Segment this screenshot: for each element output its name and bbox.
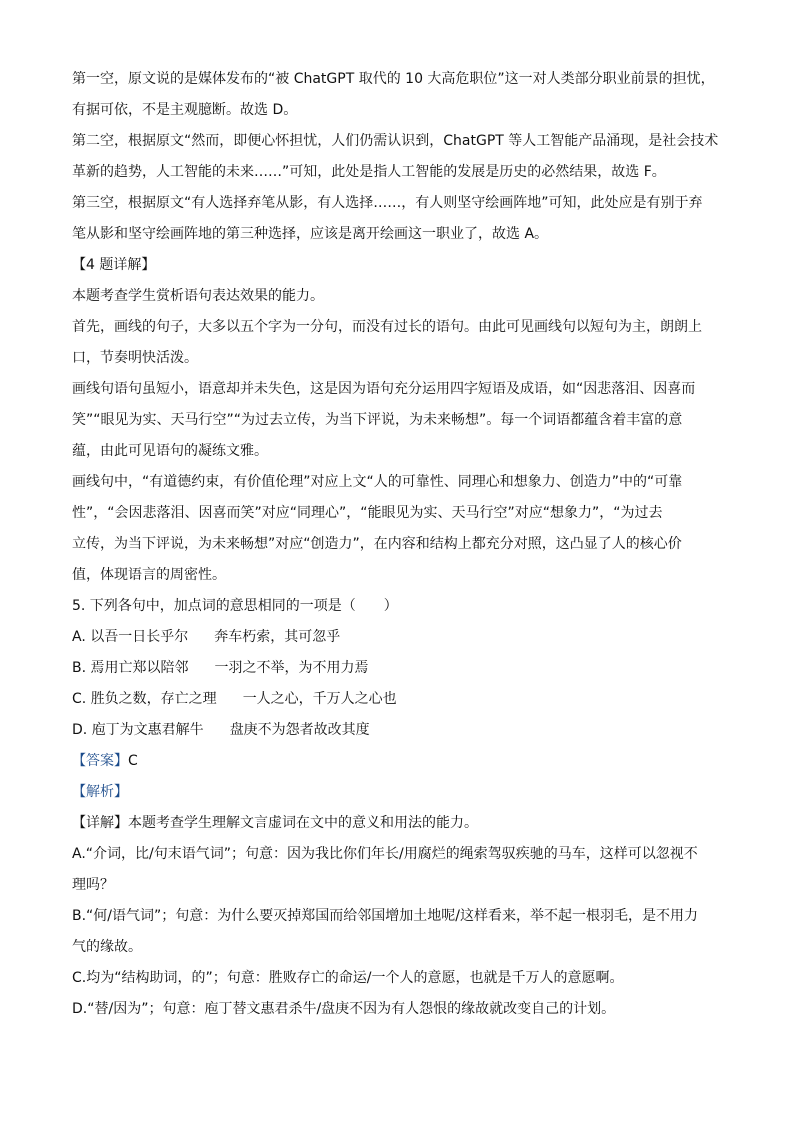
paragraph-line: 画线句语句虽短小，语意却并未失色，这是因为语句充分运用四字短语及成语，如“因悲落泪、因喜而 bbox=[72, 381, 696, 397]
paragraph-line: 第三空，根据原文“有人选择弃笔从影，有人选择……，有人则坚守绘画阵地”可知，此处应是有别于弃 bbox=[72, 195, 703, 211]
option-b bbox=[72, 653, 724, 684]
option-sentence-1: 焉用亡郑以陪邻 bbox=[90, 660, 189, 676]
paragraph-line: 口，节奏明快活泼。 bbox=[72, 350, 198, 366]
explain-line: 气的缘故。 bbox=[72, 939, 142, 955]
paragraph-line: 蕴，由此可见语句的凝练文雅。 bbox=[72, 443, 268, 459]
option-sentence-1: 以吾一日长乎尔 bbox=[90, 629, 189, 645]
paragraph-line: 第一空，原文说的是媒体发布的“被 ChatGPT 取代的 10 大高危职位”这一对人类部分职业前景的担忧， bbox=[72, 71, 715, 87]
option-letter: A. bbox=[72, 629, 86, 645]
paragraph-line: 性”，“会因悲落泪、因喜而笑”对应“同理心”，“能眼见为实、天马行空”对应“想象力”，“为过去 bbox=[72, 505, 663, 521]
option-letter: D. bbox=[72, 722, 88, 738]
document-page bbox=[72, 64, 724, 1025]
paragraph-line: 本题考查学生赏析语句表达效果的能力。 bbox=[72, 288, 324, 304]
option-sentence-2: 奔车朽索，其可忽乎 bbox=[214, 629, 341, 645]
section-heading-q4: 【4 题详解】 bbox=[72, 257, 156, 273]
answer-tag: 【答案】 bbox=[72, 753, 128, 769]
question-5: 5. 下列各句中，加点词的意思相同的一项是（ ） bbox=[72, 598, 398, 614]
option-sentence-1: 胜负之数，存亡之理 bbox=[90, 691, 217, 707]
paragraph-line: 值，体现语言的周密性。 bbox=[72, 567, 226, 583]
option-c bbox=[72, 684, 724, 715]
answer-line bbox=[72, 746, 724, 777]
paragraph-line: 有据可依，不是主观臆断。故选 D。 bbox=[72, 102, 298, 118]
detail-text: 本题考查学生理解文言虚词在文中的意义和用法的能力。 bbox=[128, 815, 478, 831]
option-d bbox=[72, 715, 724, 746]
option-letter: C. bbox=[72, 691, 87, 707]
option-sentence-2: 一人之心，千万人之心也 bbox=[242, 691, 397, 707]
explain-line: C.均为“结构助词，的”；句意：胜败存亡的命运/一个人的意愿，也就是千万人的意愿啊。 bbox=[72, 970, 624, 986]
explain-line: A.“介词，比/句末语气词”；句意：因为我比你们年长/用腐烂的绳索驾驭疾驰的马车，这样可以忽视不 bbox=[72, 846, 698, 862]
paragraph-line: 革新的趋势，人工智能的未来……”可知，此处是指人工智能的发展是历史的必然结果，故选 F。 bbox=[72, 164, 666, 180]
option-sentence-2: 盘庚不为怨者故改其度 bbox=[229, 722, 370, 738]
analysis-line bbox=[72, 777, 724, 808]
option-a bbox=[72, 622, 724, 653]
paragraph-line: 第二空，根据原文“然而，即便心怀担忧，人们仍需认识到，ChatGPT 等人工智能产品涌现，是社会技术 bbox=[72, 133, 719, 149]
analysis-tag: 【解析】 bbox=[72, 784, 128, 800]
option-sentence-2: 一羽之不举，为不用力焉 bbox=[214, 660, 369, 676]
paragraph-line: 笑”“眼见为实、天马行空”“为过去立传，为当下评说，为未来畅想”。每一个词语都蕴含着丰富的意 bbox=[72, 412, 683, 428]
detail-tag: 【详解】 bbox=[72, 815, 128, 831]
answer-value: C bbox=[128, 753, 138, 769]
detail-line bbox=[72, 808, 724, 839]
paragraph-line: 立传，为当下评说，为未来畅想”对应“创造力”，在内容和结构上都充分对照，这凸显了人的核心价 bbox=[72, 536, 682, 552]
explain-line: 理吗？ bbox=[72, 877, 114, 893]
paragraph-line: 首先，画线的句子，大多以五个字为一分句，而没有过长的语句。由此可见画线句以短句为主，朗朗上 bbox=[72, 319, 702, 335]
option-letter: B. bbox=[72, 660, 87, 676]
paragraph-line: 画线句中，“有道德约束，有价值伦理”对应上文“人的可靠性、同理心和想象力、创造力”中的“可靠 bbox=[72, 474, 683, 490]
option-sentence-1: 庖丁为文惠君解牛 bbox=[91, 722, 204, 738]
explain-line: D.“替/因为”；句意：庖丁替文惠君杀牛/盘庚不因为有人怨恨的缘故就改变自己的计划。 bbox=[72, 1001, 616, 1017]
explain-line: B.“何/语气词”；句意：为什么要灭掉郑国而给邻国增加土地呢/这样看来，举不起一根羽毛，是不用力 bbox=[72, 908, 698, 924]
paragraph-line: 笔从影和坚守绘画阵地的第三种选择，应该是离开绘画这一职业了，故选 A。 bbox=[72, 226, 549, 242]
